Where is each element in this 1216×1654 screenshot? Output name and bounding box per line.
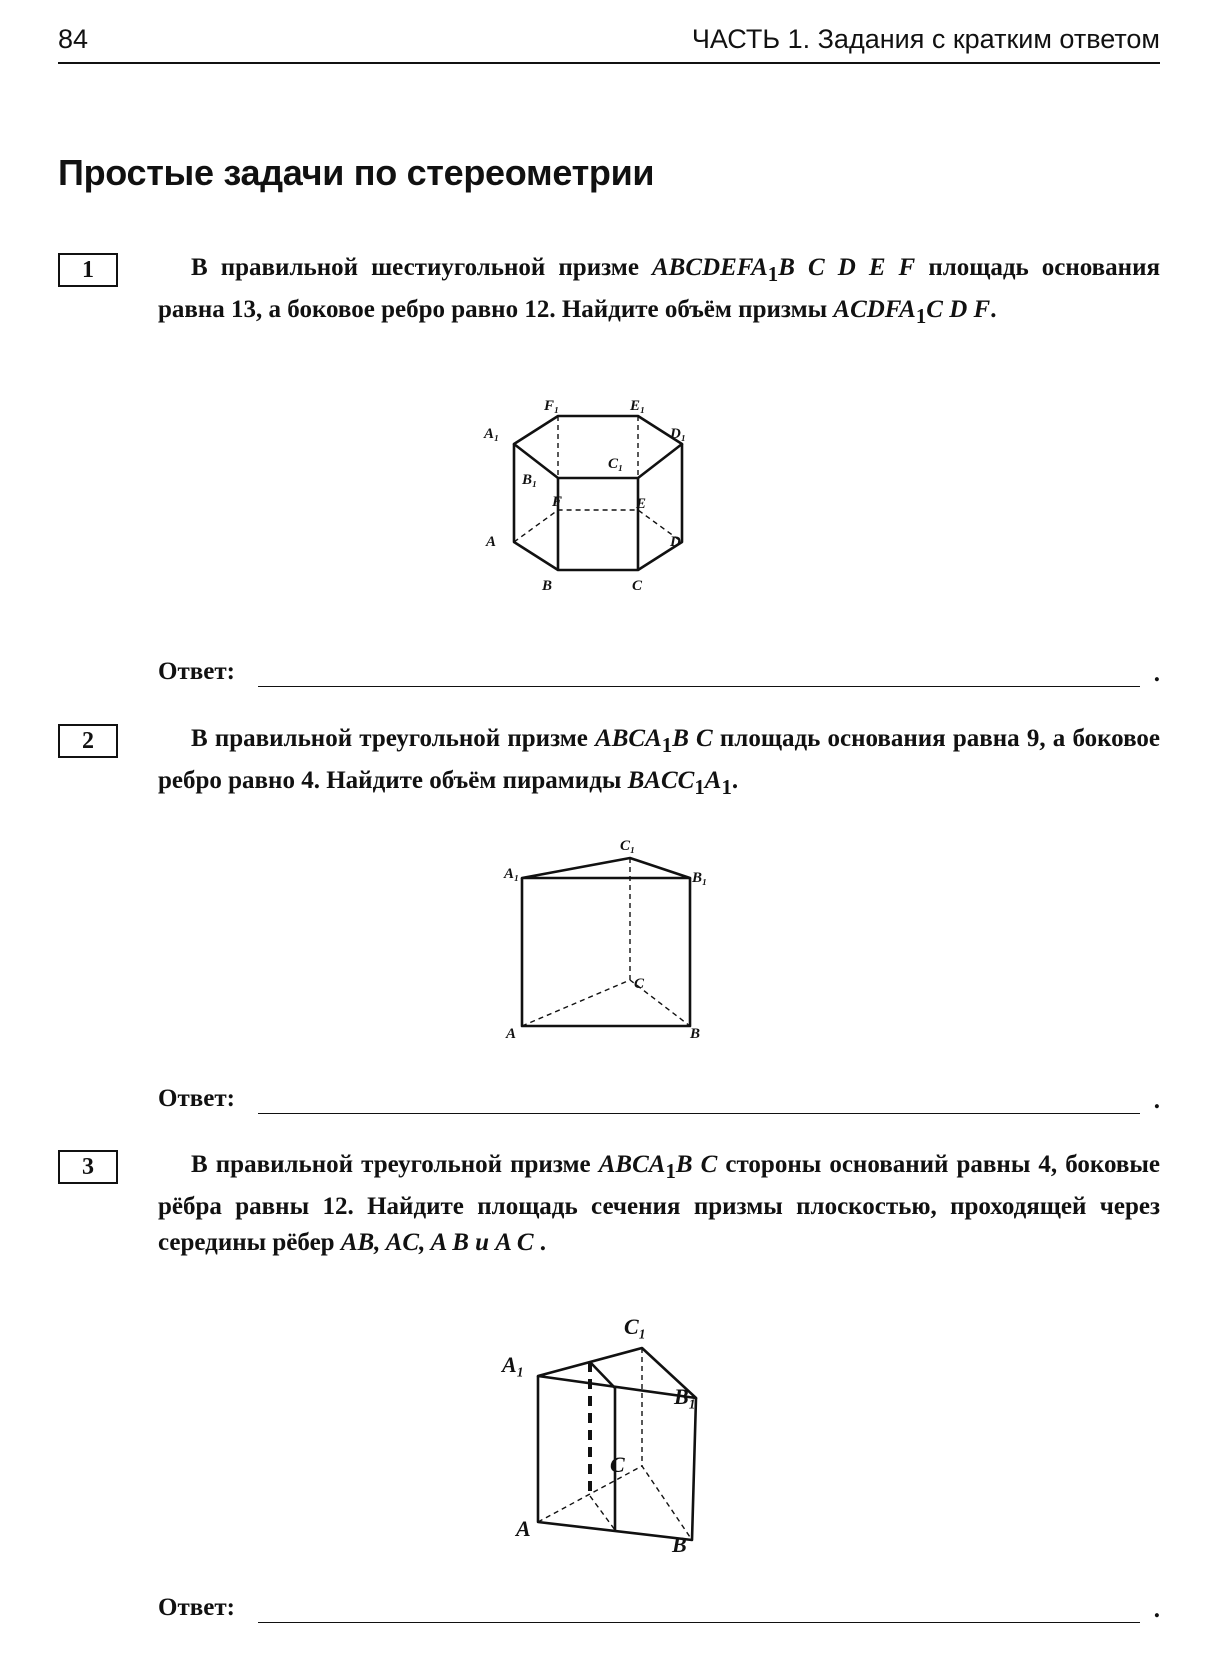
answer-dot: . (1153, 1087, 1160, 1114)
label-b1: B₁ (692, 870, 708, 886)
task-3-edges: AB, AC, A B и A C (340, 1229, 540, 1256)
answer-label: Ответ: (158, 658, 235, 685)
label-a1: A₁ (484, 426, 500, 442)
answer-line[interactable] (258, 1622, 1140, 1623)
task-3-text-before: В правильной треугольной призме (191, 1151, 599, 1178)
running-head: ЧАСТЬ 1. Задания с кратким ответом (691, 24, 1160, 54)
prism-3-top-face (538, 1348, 696, 1398)
section-bottom-edge (590, 1496, 615, 1530)
task-2-text-before: В правильной треугольной призме (191, 725, 596, 752)
label-a1: A₁ (504, 866, 520, 882)
answer-row-3 (158, 1594, 1160, 1630)
task-number-2: 2 (58, 724, 118, 758)
answer-dot: . (1153, 660, 1160, 687)
prism-2-visible-edges (522, 878, 690, 1026)
task-2-prism-name: ABCA (595, 725, 662, 752)
answer-line[interactable] (258, 686, 1140, 687)
task-3-prism-name: ABCA (598, 1151, 666, 1178)
label-e1: E₁ (630, 398, 646, 414)
answer-line[interactable] (258, 1113, 1140, 1114)
task-1-target-suffix: C D F (926, 296, 991, 323)
label-e: E (636, 496, 647, 512)
task-number-3: 3 (58, 1150, 118, 1184)
task-number-1: 1 (58, 253, 118, 287)
task-1-text-middle: площадь основания равна 13, а боковое ребро равно 12. Найдите объём призмы (158, 254, 1160, 323)
label-a: A (506, 1026, 517, 1042)
task-text-3: В правильной треугольной призме $ABCA_1B$ C стороны оснований равны 4, боковые рёбра равны 12. Найдите площадь сечения призмы плоскостью, проходящей через середины рёбер AB, AC, A B и A C . (158, 1151, 1160, 1256)
task-3-text-middle: стороны оснований равны 4, боковые рёбра равны 12. Найдите площадь сечения призмы плоскостью, проходящей через середины рёбер (158, 1151, 1160, 1256)
task-2-prism-suffix: B C (672, 725, 713, 752)
label-b: B (672, 1532, 687, 1557)
task-1-target-name: ACDFA (833, 296, 916, 323)
task-1-text-before: В правильной шестиугольной призме (191, 254, 652, 281)
task-text-1: В правильной шестиугольной призме $ABCDEFA_1B$ C D E F площадь основания равна 13, а боковое ребро равно 12. Найдите объём призмы $ACDFA_1C$ D F. (158, 254, 1160, 328)
prism-2-hidden-base (522, 980, 690, 1026)
task-2-text-end: . (731, 767, 739, 794)
answer-dot: . (1153, 1596, 1160, 1623)
header-rule (58, 62, 1160, 64)
task-2-text-middle: площадь основания равна 9, а боковое ребро равно 4. Найдите объём пирамиды (158, 725, 1160, 794)
task-3-prism-suffix: B C (675, 1151, 718, 1178)
label-b: B (542, 578, 553, 594)
label-b: B (690, 1026, 701, 1042)
task-2-target-suffix: A (704, 767, 722, 794)
label-a: A (516, 1516, 531, 1541)
page-number: 84 (58, 24, 89, 54)
answer-row-1 (158, 658, 1160, 694)
answer-row-2 (158, 1085, 1160, 1121)
task-1-prism-name: ABCDEFA (651, 254, 768, 281)
label-c: C (610, 1452, 625, 1477)
hidden-base-edges (514, 510, 682, 542)
label-d1: D₁ (670, 426, 687, 442)
task-text-2: В правильной треугольной призме $ABCA_1B$ C площадь основания равна 9, а боковое ребро равно 4. Найдите объём пирамиды $BACC_1A_1$. (158, 725, 1160, 799)
answer-label: Ответ: (158, 1085, 235, 1112)
label-a: A (486, 534, 497, 550)
answer-label: Ответ: (158, 1594, 235, 1621)
label-c: C (634, 976, 645, 992)
triangular-prism-figure-2 (500, 838, 720, 1048)
label-c: C (632, 578, 643, 594)
prism-2-top-face (522, 858, 690, 878)
triangular-prism-figure-3 (500, 1300, 720, 1560)
label-c1: C₁ (624, 1314, 647, 1339)
task-2-target-name: BACC (627, 767, 695, 794)
task-3-text-end: . (539, 1229, 547, 1256)
label-f: F (552, 494, 563, 510)
label-f1: F₁ (544, 398, 560, 414)
task-1-prism-suffix: B C D E F (778, 254, 916, 281)
label-d: D (670, 534, 681, 550)
label-b1: B₁ (522, 472, 538, 488)
hexagonal-prism-figure (480, 398, 720, 614)
label-c1: C₁ (620, 838, 636, 854)
label-a1: A₁ (502, 1352, 525, 1377)
label-b1: B₁ (674, 1384, 697, 1409)
hex-top-face (514, 416, 682, 478)
section-title: Простые задачи по стереометрии (58, 152, 655, 193)
label-c1: C₁ (608, 456, 624, 472)
task-1-text-end: . (990, 296, 997, 323)
